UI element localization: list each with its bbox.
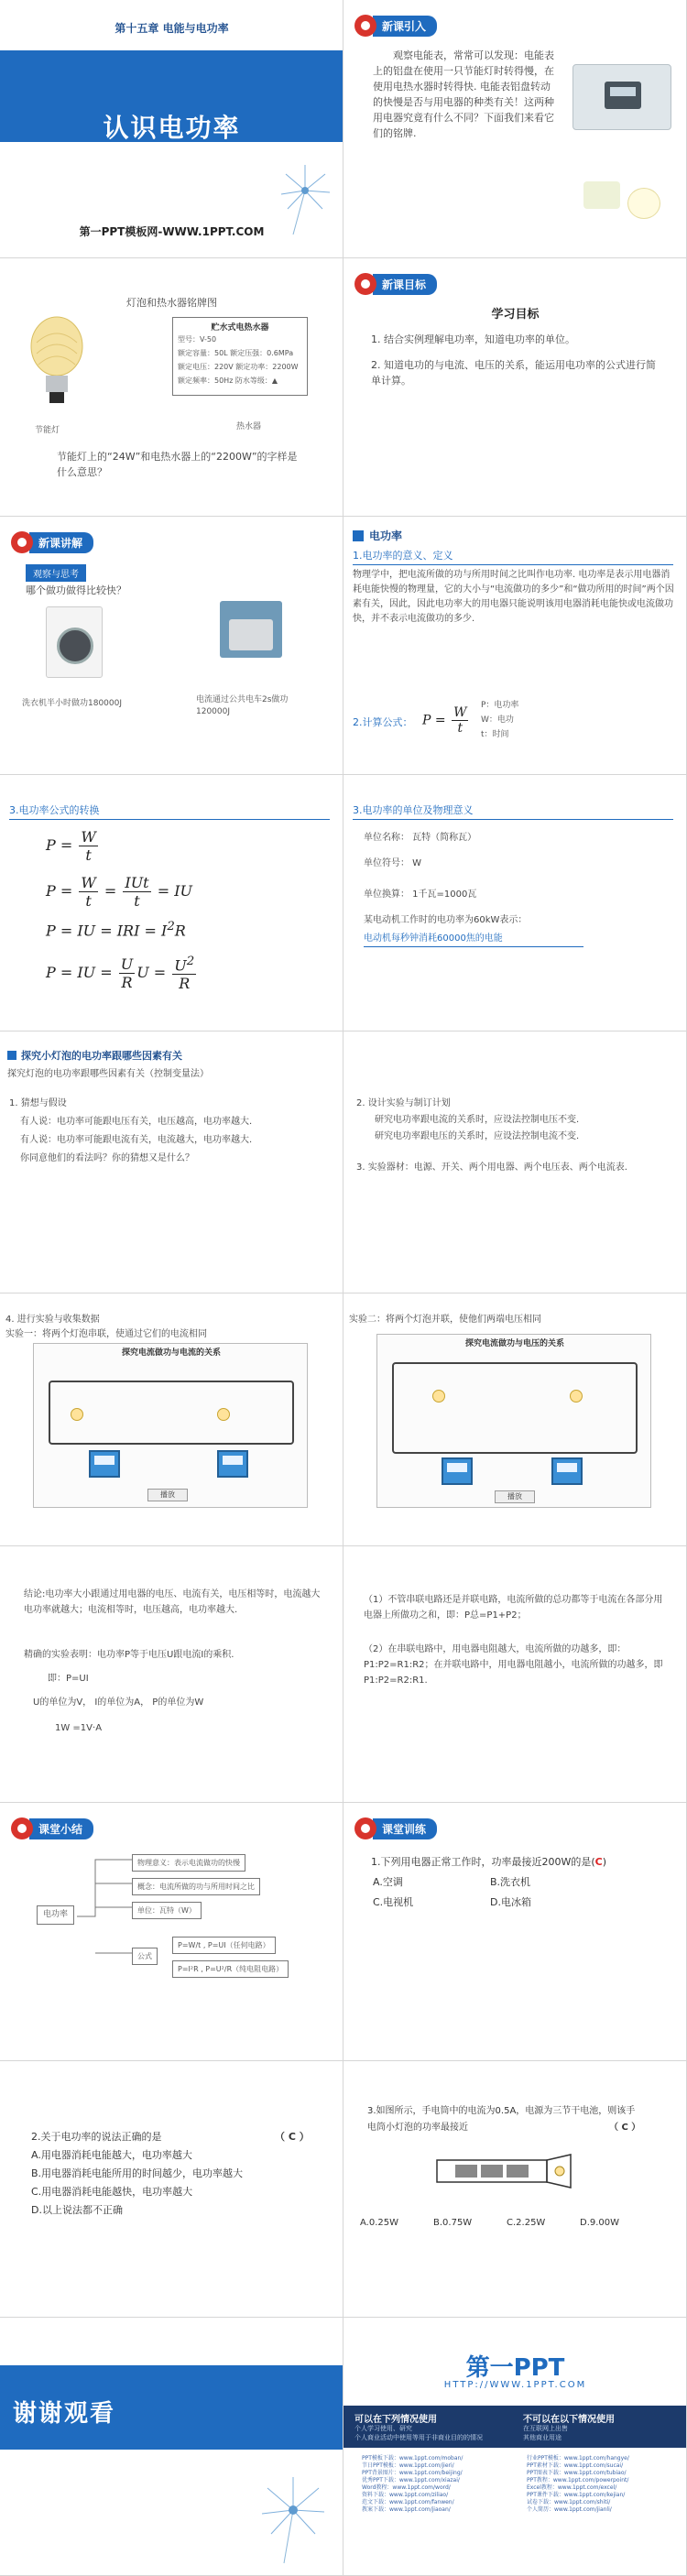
- slide-1-title[interactable]: [0, 0, 344, 258]
- ammeter-icon: [89, 1450, 120, 1478]
- slide-10-plan[interactable]: [344, 1031, 687, 1293]
- brand-logo: 第一PPT: [465, 2354, 565, 2382]
- step-title: 1. 猜想与假设: [9, 1098, 67, 1108]
- section-title: [7, 1048, 182, 1063]
- slide-9-inquiry[interactable]: [0, 1031, 344, 1293]
- unit-row: 单位换算： 1千瓦=1000瓦: [364, 890, 477, 900]
- forbidden-title: 不可以在以下情况使用: [523, 2415, 615, 2425]
- power-formula: P = $\frac{W}{t}$: [422, 705, 467, 736]
- allowed-item: 个人学习使用、研究: [354, 2425, 412, 2432]
- slide-2-intro[interactable]: [344, 0, 687, 258]
- template-link[interactable]: 优秀PPT下载：www.1ppt.com/xiazai/: [362, 2477, 460, 2483]
- section-header: [354, 273, 437, 295]
- allowed-title: 可以在下列情况使用: [354, 2415, 437, 2425]
- header-badge-icon: [354, 1817, 376, 1839]
- diagram-title: 探究电流做功与电压的关系: [464, 1339, 564, 1348]
- template-link[interactable]: 试卷下载：www.1ppt.com/shiti/: [527, 2499, 611, 2505]
- template-link[interactable]: PPT模板下载：www.1ppt.com/moban/: [362, 2455, 463, 2461]
- example-answer: 电动机每秒钟消耗60000焦的电能: [364, 931, 583, 947]
- header-badge-icon: [354, 273, 376, 295]
- flashlight-icon: [433, 2153, 589, 2189]
- header-label: 新课目标: [373, 274, 437, 295]
- nameplate-row: 型号：V-50: [178, 335, 217, 344]
- lesson-title: 认识电功率: [103, 113, 241, 143]
- forbidden-item: 其他商业用途: [523, 2434, 562, 2441]
- template-link[interactable]: 教案下载：www.1ppt.com/jiaoan/: [362, 2506, 451, 2513]
- plan-line: 研究电功率跟电流的关系时，应设法控制电压不变.: [375, 1115, 580, 1125]
- section-title: [353, 528, 402, 543]
- template-link[interactable]: 节日PPT模板：www.1ppt.com/jieri/: [362, 2462, 454, 2469]
- dandelion-icon: [256, 2464, 330, 2565]
- section-title-text: 探究小灯泡的电功率跟哪些因素有关: [21, 1050, 182, 1062]
- slide-17-practice[interactable]: [0, 2061, 344, 2318]
- template-link[interactable]: PPT教程：www.1ppt.com/powerpoint/: [527, 2477, 629, 2483]
- nameplate-row: 额定频率：50Hz 防水等级：▲: [178, 377, 278, 385]
- header-badge-icon: [11, 531, 33, 553]
- slide-3-nameplates[interactable]: [0, 258, 344, 517]
- formula-box: P=I²R , P=U²/R（纯电阻电路）: [172, 1960, 289, 1978]
- site-label: 第一PPT模板网-WWW.1PPT.COM: [79, 225, 265, 238]
- equipment-text: 3. 实验器材：电源、开关、两个用电器、两个电压表、两个电流表.: [356, 1162, 627, 1173]
- template-link[interactable]: 行业PPT模板：www.1ppt.com/hangye/: [527, 2455, 629, 2461]
- template-link[interactable]: 资料下载：www.1ppt.com/ziliao/: [362, 2492, 449, 2498]
- example-text: 某电动机工作时的电功率为60kW表示：: [364, 915, 528, 925]
- formula-box: P=W/t , P=UI（任何电路）: [172, 1937, 276, 1954]
- formula-line-2: P = $\frac{W}{t}$ = $\frac{\text{IUt}}{t}$ = IU: [46, 874, 192, 910]
- goal-item: 1. 结合实例理解电功率，知道电功率的单位。: [371, 333, 575, 345]
- nameplate-caption: 灯泡和热水器铭牌图: [126, 297, 217, 309]
- slide-16-practice[interactable]: [344, 1803, 687, 2061]
- question-close: ): [602, 1856, 607, 1868]
- slide-8-units[interactable]: [344, 775, 687, 1031]
- mindmap-branch: 物理意义：表示电流做功的快慢: [132, 1854, 245, 1872]
- section-title-text: 电功率: [369, 529, 403, 542]
- quiz-option[interactable]: A.0.25W: [360, 2218, 398, 2228]
- slide-12-parallel-experiment[interactable]: [344, 1293, 687, 1546]
- formula-legend: [481, 698, 518, 742]
- observe-question: 哪个做功做得比较快？: [26, 584, 126, 596]
- quiz-answer: （ C ）: [275, 2131, 310, 2143]
- bulb-icon: [432, 1390, 445, 1403]
- goal-title: 学习目标: [491, 308, 540, 322]
- quiz-answer: （ C ）: [609, 2123, 641, 2133]
- mindmap-branch: 概念：电流所做的功与所用时间之比: [132, 1878, 260, 1895]
- template-link[interactable]: Excel教程：www.1ppt.com/excel/: [527, 2484, 617, 2491]
- title-marker-icon: [353, 530, 364, 541]
- section-header: [11, 531, 93, 553]
- circuit-rule: （2）在串联电路中，用电器电阻越大，电流所做的功越多，即：P1:P2=R1:R2；在并联电路中，用电器电阻越小，电流所做的功越多，即P1:P2=R2:R1.: [364, 1644, 663, 1686]
- step-title: 4. 进行实验与收集数据: [5, 1315, 100, 1325]
- header-label: 课堂训练: [373, 1818, 437, 1839]
- formula-line-1: P = $\frac{W}{t}$: [46, 828, 96, 864]
- slide-5-observe[interactable]: [0, 517, 344, 775]
- slide-11-series-experiment[interactable]: [0, 1293, 344, 1546]
- bulb-image: [583, 181, 620, 209]
- exact-text: 精确的实验表明：电功率P等于电压U跟电流I的乘积.: [24, 1650, 234, 1660]
- divider: [9, 819, 330, 820]
- template-link[interactable]: 个人简历：www.1ppt.com/jianli/: [527, 2506, 612, 2513]
- mindmap-branch: 公式: [132, 1948, 158, 1965]
- voltmeter-icon: [442, 1457, 473, 1485]
- legend-item: P：电功率: [481, 701, 519, 710]
- links-column-right: [527, 2455, 629, 2514]
- slide-6-definition[interactable]: [344, 517, 687, 775]
- header-label: 新课引入: [373, 16, 437, 37]
- template-link[interactable]: PPT背景图片：www.1ppt.com/beijing/: [362, 2470, 463, 2476]
- quiz-question: 2.关于电功率的说法正确的是: [31, 2131, 162, 2143]
- hypothesis-line: 有人说：电功率可能跟电流有关，电流越大，电功率越大.: [20, 1135, 253, 1145]
- quiz-option[interactable]: C.2.25W: [507, 2218, 546, 2228]
- divider: [353, 819, 673, 820]
- play-button[interactable]: 播放: [495, 1490, 535, 1503]
- quiz-option[interactable]: C.用电器消耗电能越快，电功率越大: [31, 2186, 193, 2198]
- slide-7-formulas[interactable]: [0, 775, 344, 1031]
- slide-15-summary[interactable]: [0, 1803, 344, 2061]
- links-area: [344, 2448, 687, 2576]
- circuit-rule: （1）不管串联电路还是并联电路，电流所做的总功都等于电流在各部分用电器上所做功之和，即：P总=P1+P2；: [364, 1595, 663, 1621]
- nameplate-question: 节能灯上的“24W”和电热水器上的“2200W”的字样是什么意思？: [57, 451, 298, 478]
- heater-nameplate: [172, 317, 308, 396]
- hypothesis-line: 你同意他们的看法吗？你的猜想又是什么？: [20, 1153, 194, 1163]
- inquiry-intro: 探究灯泡的电功率跟哪些因素有关（控制变量法）: [7, 1069, 209, 1079]
- quiz-option[interactable]: B.用电器消耗电能所用的时间越少，电功率越大: [31, 2167, 244, 2179]
- intro-text: 观察电能表，常常可以发现：电能表上的铝盘在使用一只节能灯时转得慢，在使用电热水器时转得快. 电能表铝盘转动的快慢是否与用电器的种类有关！这两种用电器究竟有什么不同？下面我们来看它们的铭牌.: [373, 49, 554, 139]
- washing-machine-image: [46, 606, 103, 678]
- unit-row: 单位名称： 瓦特（简称瓦）: [364, 833, 477, 843]
- play-button[interactable]: 播放: [147, 1489, 188, 1501]
- slide-20-template-info[interactable]: [344, 2318, 687, 2576]
- circuit-wire: [392, 1362, 638, 1454]
- slide-18-practice[interactable]: [344, 2061, 687, 2318]
- section-title-text: 3.电功率的单位及物理意义: [353, 804, 474, 816]
- links-column-left: [362, 2455, 463, 2514]
- quiz-option[interactable]: C.电视机: [373, 1896, 414, 1908]
- quiz-question: 3.如图所示，手电筒中的电流为0.5A，电源为三节干电池，则该手电筒小灯泡的功率最接近: [367, 2106, 636, 2133]
- section-header: [11, 1817, 93, 1839]
- heater-label: 热水器: [236, 422, 262, 431]
- brand-url[interactable]: HTTP://WWW.1PPT.COM: [443, 2380, 587, 2390]
- template-link[interactable]: Word教程：www.1ppt.com/word/: [362, 2484, 451, 2491]
- info-panel: [344, 2406, 687, 2576]
- trolleybus-caption: 电流通过公共电车2s做功120000J: [196, 695, 289, 716]
- lamp-image: [627, 188, 660, 219]
- section-title-text: 3.电功率公式的转换: [9, 804, 100, 816]
- bulb-icon: [217, 1408, 230, 1421]
- header-badge-icon: [354, 15, 376, 37]
- goal-item: 2. 知道电功的与电流、电压的关系，能运用电功率的公式进行简单计算。: [371, 359, 656, 387]
- observe-tag: 观察与思考: [26, 564, 86, 582]
- template-link[interactable]: PPT课件下载：www.1ppt.com/kejian/: [527, 2492, 626, 2498]
- parallel-circuit-diagram: [376, 1334, 651, 1508]
- bulb-icon: [570, 1390, 583, 1403]
- lamp-label: 节能灯: [35, 426, 60, 435]
- formula-text: 即：P=UI: [48, 1674, 89, 1684]
- header-badge-icon: [11, 1817, 33, 1839]
- template-link[interactable]: PPT素材下载：www.1ppt.com/sucai/: [527, 2462, 624, 2469]
- template-link[interactable]: 范文下载：www.1ppt.com/fanwen/: [362, 2499, 454, 2505]
- quiz-option[interactable]: D.电冰箱: [490, 1896, 531, 1908]
- conversion-text: 1W =1V·A: [55, 1723, 103, 1733]
- step-title: 2. 设计实验与制订计划: [356, 1098, 451, 1108]
- divider: [353, 564, 673, 565]
- quiz-option[interactable]: D.以上说法都不正确: [31, 2204, 123, 2216]
- unit-row: 单位符号： W: [364, 858, 422, 868]
- washer-caption: 洗衣机半小时做功180000J: [22, 699, 123, 708]
- electric-meter-image: [572, 64, 671, 130]
- plan-line: 研究电功率跟电压的关系时，应设法控制电流不变.: [375, 1131, 580, 1141]
- series-circuit-diagram: [33, 1343, 308, 1508]
- hypothesis-line: 有人说：电功率可能跟电压有关，电压越高，电功率越大.: [20, 1117, 253, 1127]
- slide-19-thanks[interactable]: [0, 2318, 344, 2576]
- formula-line-3: P = IU = IRI = $I^2R$: [46, 920, 186, 940]
- mindmap-branch: 单位：瓦特（W）: [132, 1902, 202, 1919]
- quiz-option[interactable]: B.洗衣机: [490, 1876, 531, 1888]
- dandelion-icon: [275, 154, 335, 236]
- quiz-option[interactable]: B.0.75W: [433, 2218, 473, 2228]
- slide-13-conclusion[interactable]: [0, 1546, 344, 1803]
- formula-label: 2.计算公式：: [353, 716, 413, 728]
- formula-line-4: P = IU = $\frac{U}{R}$ U = $\frac{U^2}{R}$: [46, 955, 195, 993]
- nameplate-row: 额定电压：220V 额定功率：2200W: [178, 363, 299, 371]
- trolleybus-image: [220, 601, 282, 658]
- circuit-wire: [49, 1381, 294, 1445]
- header-label: 课堂小结: [29, 1818, 93, 1839]
- mindmap-root: 电功率: [37, 1905, 74, 1925]
- forbidden-item: 在互联网上出售: [523, 2425, 568, 2432]
- conclusion-text: 结论:电功率大小跟通过用电器的电压、电流有关，电压相等时，电流越大电功率就越大；电流相等时，电压越高，电功率越大.: [24, 1589, 321, 1615]
- units-text: U的单位为V， I的单位为A， P的单位为W: [33, 1697, 204, 1708]
- mindmap-connector-icon: [77, 1850, 132, 1997]
- legend-item: t：时间: [481, 730, 509, 739]
- quiz-question: [371, 1854, 606, 1871]
- definition-text: 物理学中，把电流所做的功与所用时间之比叫作电功率. 电功率是表示用电器消耗电能快慢的物理量，它的大小与“电流做功的多少”和“做功所用的时间”两个因素有关，因此，因此电功率大的用电器只能说明该用电器消耗电能快或电流做功快，并不表示电流做功的多少.: [353, 570, 674, 624]
- quiz-option[interactable]: A.空调: [373, 1876, 403, 1888]
- subtitle: 1.电功率的意义、定义: [353, 550, 453, 562]
- header-label: 新课讲解: [29, 532, 93, 553]
- experiment-text: 实验二：将两个灯泡并联，使他们两端电压相同: [349, 1315, 541, 1325]
- nameplate-row: 额定容量：50L 额定压强：0.6MPa: [178, 349, 294, 357]
- energy-saving-lamp-icon: [27, 315, 86, 407]
- voltmeter-icon: [551, 1457, 583, 1485]
- quiz-option[interactable]: D.9.00W: [580, 2218, 620, 2228]
- legend-item: W：电功: [481, 715, 514, 725]
- thanks-text: 谢谢观看: [13, 2400, 116, 2428]
- quiz-answer: C: [594, 1856, 603, 1868]
- slide-4-goals[interactable]: [344, 258, 687, 517]
- bulb-icon: [71, 1408, 83, 1421]
- template-link[interactable]: PPT图表下载：www.1ppt.com/tubiao/: [527, 2470, 627, 2476]
- section-header: [354, 1817, 437, 1839]
- allowed-item: 个人商业活动中使用等用于非商业目的的情况: [354, 2434, 483, 2441]
- quiz-option[interactable]: A.用电器消耗电能越大，电功率越大: [31, 2149, 192, 2161]
- section-header: [354, 15, 437, 37]
- chapter-label: 第十五章 电能与电功率: [114, 22, 229, 35]
- title-marker-icon: [7, 1051, 16, 1060]
- question-text: 1.下列用电器正常工作时，功率最接近200W的是(: [371, 1856, 595, 1868]
- experiment-text: 实验一：将两个灯泡串联，使通过它们的电流相同: [5, 1329, 207, 1339]
- diagram-title: 探究电流做功与电流的关系: [121, 1348, 221, 1358]
- voltmeter-icon: [217, 1450, 248, 1478]
- nameplate-title: 贮水式电热水器: [211, 323, 269, 333]
- slide-14-circuits[interactable]: [344, 1546, 687, 1803]
